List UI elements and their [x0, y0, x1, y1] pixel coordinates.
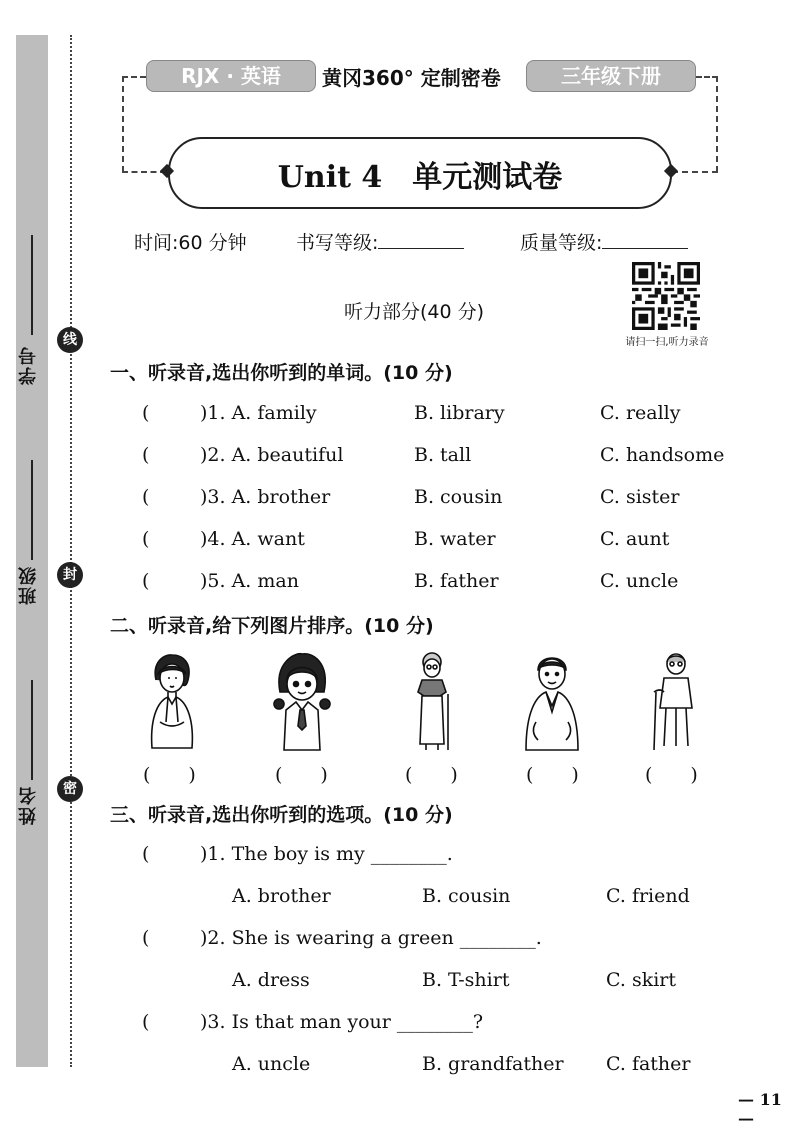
grandmother-icon [404, 652, 464, 752]
question-text: )3. Is that man your ________? [200, 1011, 484, 1033]
option-c: C. father [606, 1053, 691, 1075]
option-c: C. aunt [600, 528, 670, 550]
quality-grade-label: 质量等级: [520, 232, 603, 254]
header-dash-right-bottom [672, 171, 718, 173]
page-number: — 11 — [738, 1090, 782, 1128]
picture-4-answer[interactable]: ( ) [526, 764, 579, 786]
option-b: B. tall [414, 444, 472, 466]
listening-section-title: 听力部分(40 分) [343, 301, 485, 323]
option-b: B. cousin [414, 486, 503, 508]
name-label: 姓名 [18, 785, 39, 825]
picture-3-answer[interactable]: ( ) [405, 764, 458, 786]
header-dash-left [122, 76, 146, 78]
girl-icon [272, 652, 332, 752]
option-b: B. T-shirt [422, 969, 510, 991]
seal-secret: 密 [57, 776, 83, 802]
quality-grade-blank[interactable] [602, 248, 688, 249]
option-c: C. handsome [600, 444, 725, 466]
answer-paren[interactable]: ( [142, 1011, 150, 1033]
picture-1-answer[interactable]: ( ) [143, 764, 196, 786]
class-line [31, 460, 33, 560]
grandfather-icon [644, 652, 704, 752]
answer-paren[interactable]: ( [142, 570, 150, 592]
writing-grade [296, 228, 464, 255]
header-dash-right-vertical [716, 76, 718, 172]
part3-heading: 三、听录音,选出你听到的选项。(10 分) [110, 804, 453, 826]
page-title: Unit 4 单元测试卷 [277, 160, 563, 195]
option-b: B. cousin [422, 885, 511, 907]
answer-paren[interactable]: ( [142, 927, 150, 949]
grade-pill: 三年级下册 [526, 60, 696, 92]
option-c: C. sister [600, 486, 680, 508]
option-b: B. water [414, 528, 496, 550]
header-dash-right [696, 76, 718, 78]
answer-paren[interactable]: ( [142, 486, 150, 508]
writing-grade-blank[interactable] [378, 248, 464, 249]
man-icon [522, 652, 582, 752]
answer-paren[interactable]: ( [142, 843, 150, 865]
option-c: C. uncle [600, 570, 679, 592]
option-a: A. brother [232, 885, 331, 907]
option-a: )4. A. want [200, 528, 305, 550]
picture-2-answer[interactable]: ( ) [275, 764, 328, 786]
option-a: )3. A. brother [200, 486, 331, 508]
cut-line [70, 35, 72, 1067]
option-c: C. really [600, 402, 681, 424]
header-dash-left-vertical [122, 76, 124, 172]
answer-paren[interactable]: ( [142, 444, 150, 466]
woman-icon [142, 652, 202, 752]
answer-paren[interactable]: ( [142, 528, 150, 550]
option-a: )1. A. family [200, 402, 317, 424]
option-c: C. skirt [606, 969, 676, 991]
option-b: B. father [414, 570, 499, 592]
option-a: A. dress [232, 969, 310, 991]
option-a: A. uncle [232, 1053, 311, 1075]
option-a: )5. A. man [200, 570, 299, 592]
student-number-line [31, 235, 33, 335]
question-text: )2. She is wearing a green ________. [200, 927, 542, 949]
seal-line: 线 [57, 327, 83, 353]
picture-5-answer[interactable]: ( ) [645, 764, 698, 786]
student-number-label: 学号 [18, 345, 39, 385]
part2-heading: 二、听录音,给下列图片排序。(10 分) [110, 615, 434, 637]
class-label: 班级 [18, 565, 39, 605]
question-text: )1. The boy is my ________. [200, 843, 453, 865]
series-title: 黄冈360° 定制密卷 [322, 66, 501, 90]
part1-heading: 一、听录音,选出你听到的单词。(10 分) [110, 362, 453, 384]
option-a: )2. A. beautiful [200, 444, 344, 466]
option-b: B. grandfather [422, 1053, 564, 1075]
qr-caption: 请扫一扫,听力录音 [625, 337, 709, 348]
writing-grade-label: 书写等级: [296, 232, 379, 254]
quality-grade [520, 228, 688, 255]
time-label: 时间:60 分钟 [134, 232, 247, 254]
subject-pill: RJX · 英语 [146, 60, 316, 92]
answer-paren[interactable]: ( [142, 402, 150, 424]
name-line [31, 680, 33, 780]
seal-seal: 封 [57, 562, 83, 588]
option-c: C. friend [606, 885, 690, 907]
option-b: B. library [414, 402, 505, 424]
